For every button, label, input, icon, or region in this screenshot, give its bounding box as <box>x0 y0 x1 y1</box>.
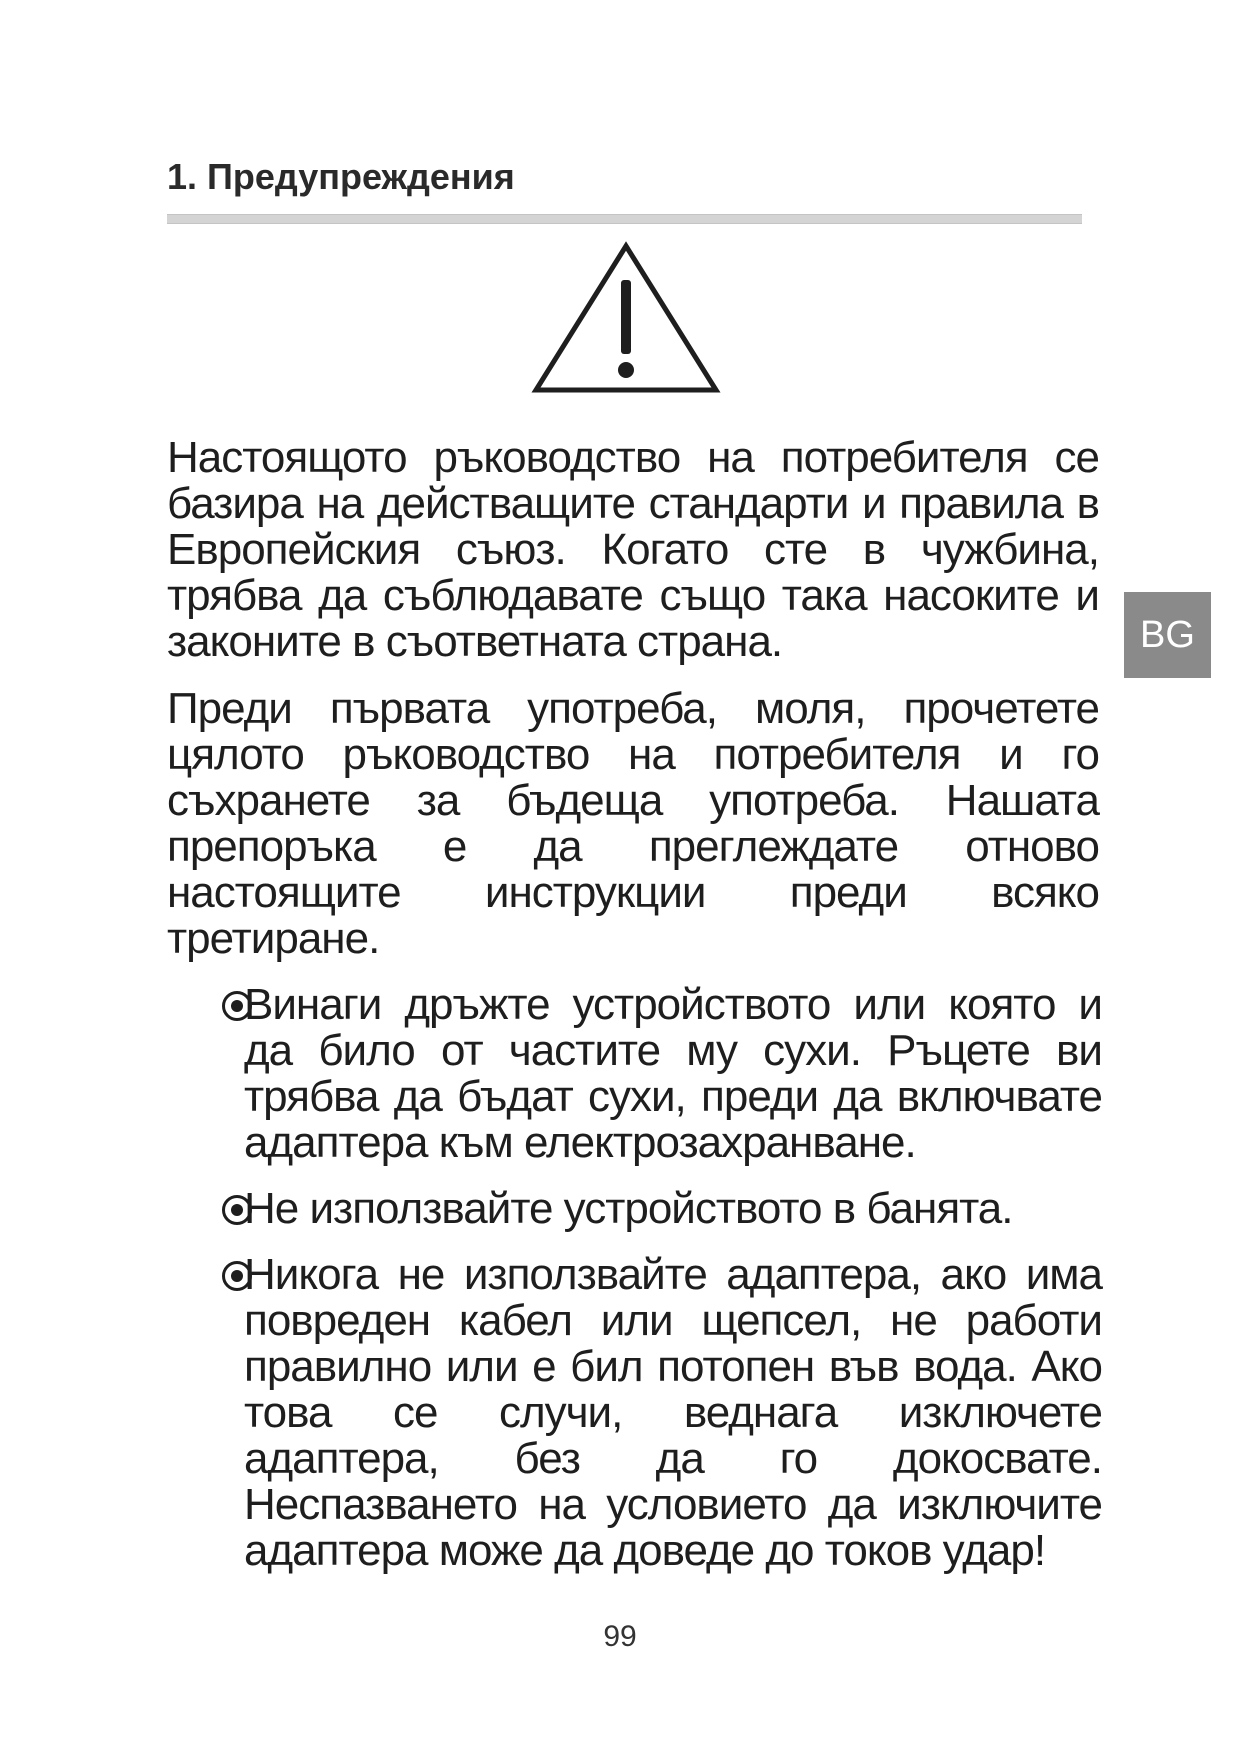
list-item-text: Винаги дръжте устройството или която и да било от частите му сухи. Ръцете ви трябва да бъдат сухи, преди да включвате адаптера към електрозахранване. <box>244 980 1102 1167</box>
reading-advice-paragraph: Преди първата употреба, моля, прочетете цялото ръководство на потребителя и го съхранете за бъдеща употреба. Нашата препоръка е да преглеждате отново настоящите инструкции преди всяко третиране. <box>167 684 1099 963</box>
list-item-text: Никога не използвайте адаптера, ако има повреден кабел или щепсел, не работи правилно или е бил потопен във вода. Ако това се случи, веднага изключете адаптера, без да го докосвате. Неспазването на условието да изключите адаптера може да доведе до токов удар! <box>244 1250 1102 1575</box>
language-tab: BG <box>1124 592 1211 678</box>
list-item <box>222 1252 1102 1574</box>
bullet-circle-icon <box>222 1261 252 1291</box>
warning-triangle-icon <box>530 240 722 398</box>
intro-paragraph: Настоящото ръководство на потребителя се базира на действащите стандарти и правила в Европейския съюз. Когато сте в чужбина, трябва да съблюдавате също така насоките и законите в съответната страна. <box>167 433 1099 666</box>
bullet-circle-icon <box>222 991 252 1021</box>
section-number: 1. <box>167 156 198 197</box>
page-number: 99 <box>603 1620 637 1653</box>
heading-divider <box>167 214 1082 224</box>
list-item <box>222 1186 1102 1232</box>
section-heading <box>167 155 515 199</box>
bullet-circle-icon <box>222 1195 252 1225</box>
list-item <box>222 982 1102 1166</box>
list-item-text: Не използвайте устройството в банята. <box>244 1184 1013 1233</box>
warning-list <box>222 982 1102 1594</box>
section-title: Предупреждения <box>207 156 515 197</box>
